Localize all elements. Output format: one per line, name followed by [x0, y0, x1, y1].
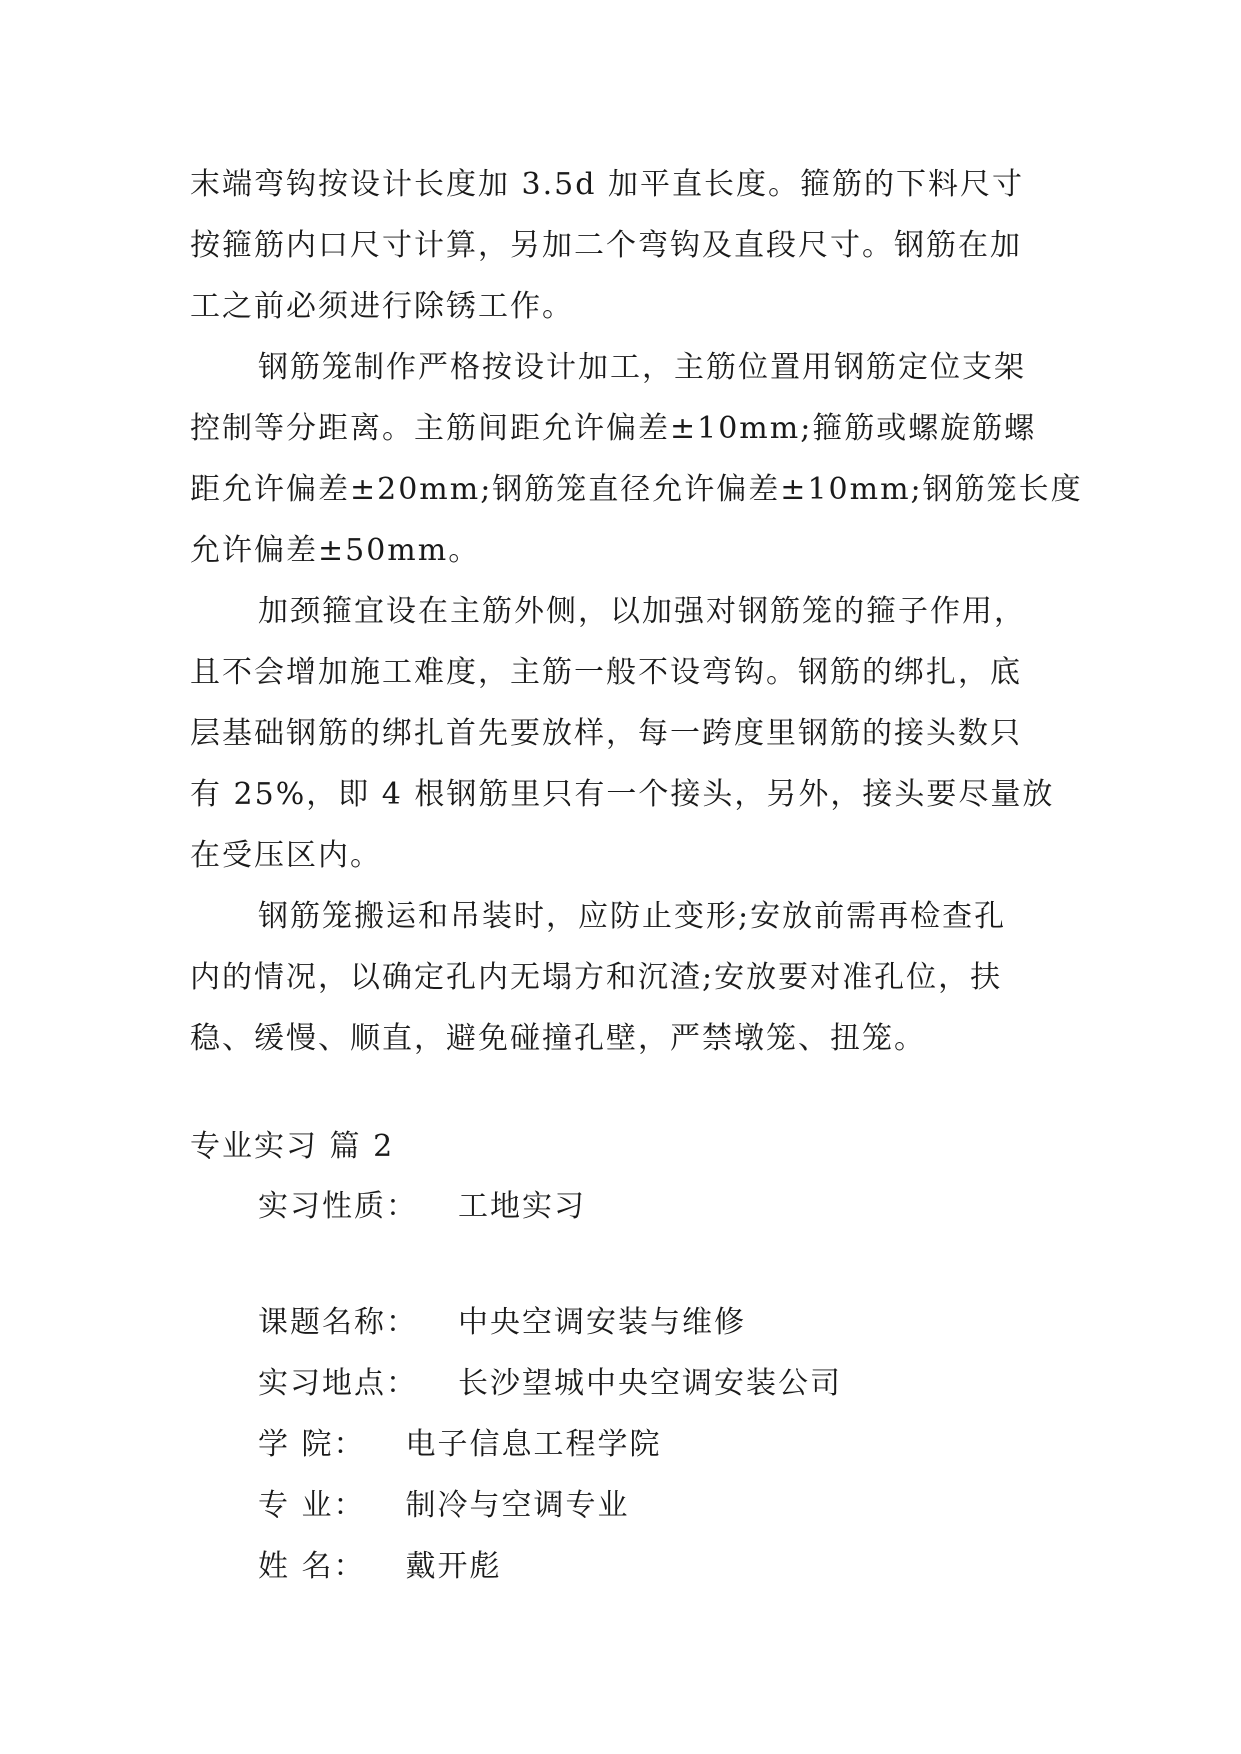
field-label: 学 院： [258, 1427, 366, 1462]
field-value: 制冷与空调专业 [405, 1488, 630, 1523]
field-label: 专 业： [258, 1488, 366, 1523]
field-major [258, 1486, 630, 1526]
paragraph-2-line-2: 控制等分距离。主筋间距允许偏差±10mm;箍筋或螺旋筋螺 [190, 411, 1037, 446]
field-label: 课题名称： [258, 1305, 418, 1340]
field-topic-name [258, 1303, 746, 1343]
field-value: 工地实习 [458, 1189, 586, 1224]
paragraph-2-line-3: 距允许偏差±20mm;钢筋笼直径允许偏差±10mm;钢筋笼长度 [190, 472, 1083, 507]
field-internship-nature [258, 1187, 586, 1227]
field-value: 戴开彪 [405, 1549, 502, 1584]
paragraph-2-line-4: 允许偏差±50mm。 [190, 533, 481, 568]
field-label: 实习性质： [258, 1189, 418, 1224]
paragraph-3-line-3: 层基础钢筋的绑扎首先要放样，每一跨度里钢筋的接头数只 [190, 716, 1022, 751]
field-value: 电子信息工程学院 [405, 1427, 662, 1462]
field-name [258, 1547, 502, 1587]
paragraph-4-line-1: 钢筋笼搬运和吊装时，应防止变形;安放前需再检查孔 [258, 899, 1007, 934]
paragraph-1-line-1: 末端弯钩按设计长度加 3.5d 加平直长度。箍筋的下料尺寸 [190, 167, 1024, 202]
paragraph-3-line-1: 加颈箍宜设在主筋外侧，以加强对钢筋笼的箍子作用， [258, 594, 1026, 629]
paragraph-3-line-2: 且不会增加施工难度，主筋一般不设弯钩。钢筋的绑扎，底 [190, 655, 1022, 690]
section-heading: 专业实习 篇 2 [190, 1129, 395, 1164]
field-value: 中央空调安装与维修 [458, 1305, 746, 1340]
paragraph-3-line-5: 在受压区内。 [190, 838, 382, 873]
field-value: 长沙望城中央空调安装公司 [458, 1366, 842, 1401]
field-internship-location [258, 1364, 842, 1404]
paragraph-1-line-3: 工之前必须进行除锈工作。 [190, 289, 574, 324]
field-label: 实习地点： [258, 1366, 418, 1401]
paragraph-2-line-1: 钢筋笼制作严格按设计加工，主筋位置用钢筋定位支架 [258, 350, 1026, 385]
paragraph-1-line-2: 按箍筋内口尺寸计算，另加二个弯钩及直段尺寸。钢筋在加 [190, 228, 1022, 263]
paragraph-3-line-4: 有 25%，即 4 根钢筋里只有一个接头，另外，接头要尽量放 [190, 777, 1055, 812]
paragraph-4-line-3: 稳、缓慢、顺直，避免碰撞孔壁，严禁墩笼、扭笼。 [190, 1021, 926, 1056]
field-label: 姓 名： [258, 1549, 366, 1584]
field-college [258, 1425, 662, 1465]
paragraph-4-line-2: 内的情况，以确定孔内无塌方和沉渣;安放要对准孔位，扶 [190, 960, 1003, 995]
